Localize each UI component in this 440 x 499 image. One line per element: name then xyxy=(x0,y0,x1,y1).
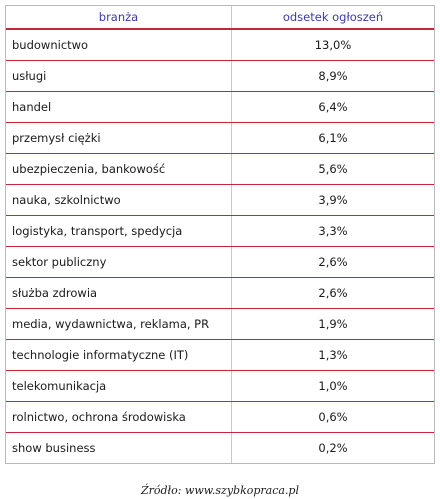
industry-share: 2,6% xyxy=(232,247,435,278)
table-row xyxy=(6,340,434,371)
table-row xyxy=(6,371,434,402)
industry-share: 1,9% xyxy=(232,309,435,340)
table-row xyxy=(6,29,434,61)
industry-share: 5,6% xyxy=(232,154,435,185)
industry-name: handel xyxy=(6,92,232,123)
industry-share: 3,9% xyxy=(232,185,435,216)
industry-name: nauka, szkolnictwo xyxy=(6,185,232,216)
industry-share: 2,6% xyxy=(232,278,435,309)
table-row xyxy=(6,154,434,185)
industry-name: telekomunikacja xyxy=(6,371,232,402)
industry-share: 6,1% xyxy=(232,123,435,154)
industry-share: 8,9% xyxy=(232,61,435,92)
table-row xyxy=(6,61,434,92)
header-share: odsetek ogłoszeń xyxy=(232,6,435,29)
table-row xyxy=(6,185,434,216)
table-row xyxy=(6,123,434,154)
industry-table xyxy=(5,5,435,464)
industry-name: sektor publiczny xyxy=(6,247,232,278)
industry-name: rolnictwo, ochrona środowiska xyxy=(6,402,232,433)
industry-name: ubezpieczenia, bankowość xyxy=(6,154,232,185)
industry-share: 6,4% xyxy=(232,92,435,123)
industry-share: 1,3% xyxy=(232,340,435,371)
industry-name: logistyka, transport, spedycja xyxy=(6,216,232,247)
table-row xyxy=(6,402,434,433)
industry-name: show business xyxy=(6,433,232,464)
industry-name: usługi xyxy=(6,61,232,92)
industry-share: 3,3% xyxy=(232,216,435,247)
industry-name: budownictwo xyxy=(6,29,232,61)
table-row xyxy=(6,278,434,309)
industry-name: technologie informatyczne (IT) xyxy=(6,340,232,371)
table-row xyxy=(6,216,434,247)
industry-share: 1,0% xyxy=(232,371,435,402)
industry-name: media, wydawnictwa, reklama, PR xyxy=(6,309,232,340)
table-row xyxy=(6,433,434,464)
source-caption: Źródło: www.szybkopraca.pl xyxy=(140,484,299,497)
table-row xyxy=(6,247,434,278)
industry-name: służba zdrowia xyxy=(6,278,232,309)
table-row xyxy=(6,309,434,340)
table-row xyxy=(6,92,434,123)
header-industry: branża xyxy=(6,6,232,29)
industry-share: 0,6% xyxy=(232,402,435,433)
industry-share-table xyxy=(6,6,434,463)
table-header-row xyxy=(6,6,434,29)
table-body xyxy=(6,29,434,463)
industry-share: 13,0% xyxy=(232,29,435,61)
industry-name: przemysł ciężki xyxy=(6,123,232,154)
industry-share: 0,2% xyxy=(318,441,348,455)
